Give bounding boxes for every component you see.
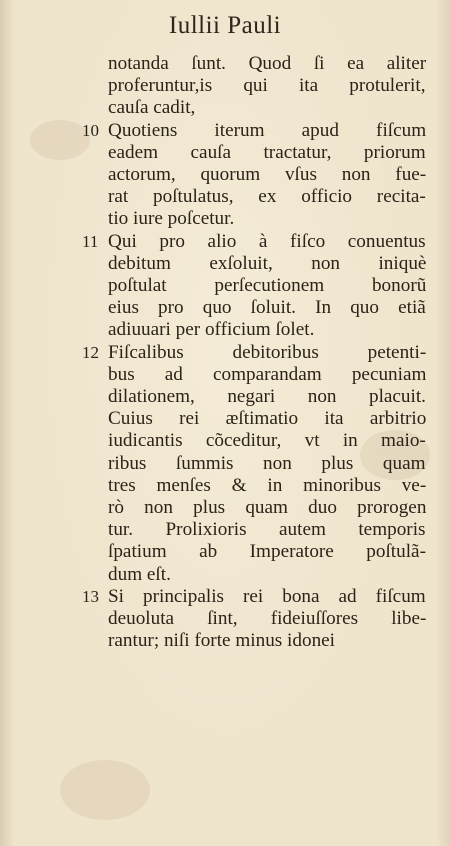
text-line: Si principalis rei bona ad fiſcum [108,585,426,607]
text-line: Fiſcalibus debitoribus petenti- [108,341,427,363]
text-line: Qui pro alio à fiſco conuentus [108,230,426,252]
text-line: tres menſes & in minoribus ve- [108,474,427,496]
text-line: cauſa cadit, [108,97,196,119]
text-line: rantur; niſi forte minus idonei [108,630,336,652]
text-line: poſtulat perſecutionem bonorũ [108,275,427,296]
text-line: tio iure poſcetur. [108,208,235,230]
text-line: notanda ſunt. Quod ſi ea aliter [108,53,427,74]
text-line: ſpatium ab Imperatore poſtulã- [108,541,426,563]
paragraph-number: 12 [82,342,99,362]
text-line: iudicantis cõceditur, vt in maio- [108,430,426,452]
text-line: proferuntur,is qui ita protulerit, [108,75,426,97]
text-line: eius pro quo ſoluit. In quo etiã [108,297,426,319]
text-line: Quotiens iterum apud fiſcum [108,119,427,141]
text-line: adiuuari per officium ſolet. [108,319,315,341]
paragraph-number: 10 [82,120,99,140]
text-line: tur. Prolixioris autem temporis [108,519,426,541]
text-line: bus ad comparandam pecuniam [108,363,427,385]
paper-stain [60,760,150,820]
paragraph-number: 11 [82,231,99,251]
paper-stain [30,120,90,160]
text-line: eadem cauſa tractatur, priorum [108,141,426,163]
text-line: rò non plus quam duo prorogen [108,497,427,518]
text-line: Cuius rei æſtimatio ita arbitrio [108,408,427,430]
text-line: debitum exſoluit, non iniquè [108,252,427,274]
text-line: ribus ſummis non plus quam [108,452,426,474]
running-title: Iullii Pauli [168,12,282,39]
text-line: actorum, quorum vſus non fue- [108,164,427,185]
text-line: deuoluta ſint, fideiuſſores libe- [108,608,427,629]
text-line: dum eſt. [108,563,171,585]
text-line: rat poſtulatus, ex officio recita- [108,186,426,208]
text-line: dilationem, negari non placuit. [108,386,426,407]
paragraph-number: 13 [82,586,99,606]
